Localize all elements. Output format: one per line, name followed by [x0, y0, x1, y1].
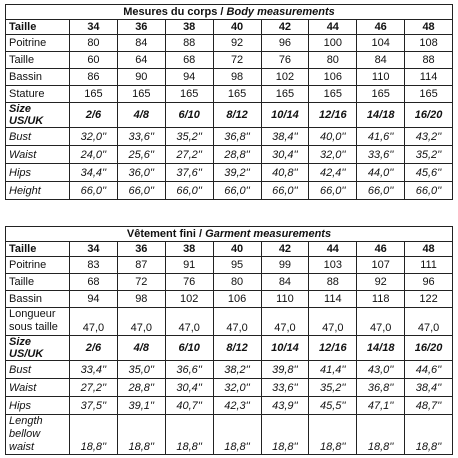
table-row: [6, 379, 453, 397]
table-cell: 33,6'': [261, 379, 309, 397]
table-cell: 27,2'': [70, 379, 118, 397]
header-cell: 48: [405, 20, 453, 35]
table-row: [6, 415, 453, 455]
table-cell: 40,7'': [165, 397, 213, 415]
table-cell: 18,8'': [70, 415, 118, 455]
table-cell: 98: [213, 69, 261, 86]
table-cell: 30,4'': [165, 379, 213, 397]
header-cell: 16/20: [405, 103, 453, 128]
table-cell: 165: [405, 86, 453, 103]
table-cell: 87: [117, 257, 165, 274]
body-title-fr: Mesures du corps /: [123, 6, 227, 18]
table-cell: 37,6'': [165, 164, 213, 182]
table-cell: 47,0: [70, 308, 118, 336]
table-row: [6, 52, 453, 69]
table-cell: 80: [70, 35, 118, 52]
table-cell: 43,0'': [357, 361, 405, 379]
header-cell: 34: [70, 242, 118, 257]
table-cell: 47,0: [405, 308, 453, 336]
table-cell: 102: [261, 69, 309, 86]
header-cell: 2/6: [70, 336, 118, 361]
table-cell: 86: [70, 69, 118, 86]
table-cell: 24,0'': [70, 146, 118, 164]
table-row: [6, 35, 453, 52]
row-label: Bassin: [6, 69, 70, 86]
table-cell: 35,2'': [165, 128, 213, 146]
table-cell: 84: [357, 52, 405, 69]
table-cell: 18,8'': [309, 415, 357, 455]
row-label: Length bellow waist: [6, 415, 70, 455]
table-cell: 96: [261, 35, 309, 52]
table-cell: 108: [405, 35, 453, 52]
table-cell: 36,0'': [117, 164, 165, 182]
header-cell: 8/12: [213, 336, 261, 361]
table-row: [6, 69, 453, 86]
table-cell: 47,0: [165, 308, 213, 336]
table-cell: 66,0'': [357, 182, 405, 200]
table-cell: 165: [165, 86, 213, 103]
table-cell: 47,0: [261, 308, 309, 336]
header-cell: 12/16: [309, 336, 357, 361]
table-cell: 106: [213, 291, 261, 308]
table-cell: 95: [213, 257, 261, 274]
table-cell: 111: [405, 257, 453, 274]
table-cell: 33,6'': [117, 128, 165, 146]
table-cell: 33,6'': [357, 146, 405, 164]
table-cell: 35,2'': [309, 379, 357, 397]
table-cell: 90: [117, 69, 165, 86]
table-cell: 94: [165, 69, 213, 86]
table-cell: 28,8'': [117, 379, 165, 397]
header-cell: 48: [405, 242, 453, 257]
table-row: [6, 128, 453, 146]
table-cell: 72: [117, 274, 165, 291]
table-cell: 44,0'': [357, 164, 405, 182]
garment-title-en: Garment measurements: [205, 228, 332, 240]
header-cell: Size US/UK: [6, 103, 70, 128]
row-label: Bassin: [6, 291, 70, 308]
table-cell: 98: [117, 291, 165, 308]
table-cell: 37,5'': [70, 397, 118, 415]
header-cell: 38: [165, 242, 213, 257]
table-cell: 94: [70, 291, 118, 308]
table-cell: 84: [261, 274, 309, 291]
table-cell: 165: [213, 86, 261, 103]
table-cell: 66,0'': [70, 182, 118, 200]
header-cell: Taille: [6, 20, 70, 35]
row-label: Waist: [6, 146, 70, 164]
header-cell: 40: [213, 242, 261, 257]
header-cell: 36: [117, 242, 165, 257]
table-cell: 107: [357, 257, 405, 274]
table-cell: 122: [405, 291, 453, 308]
garment-size-header-row: [6, 242, 453, 257]
table-cell: 30,4'': [261, 146, 309, 164]
table-cell: 45,5'': [309, 397, 357, 415]
header-cell: 38: [165, 20, 213, 35]
table-cell: 118: [357, 291, 405, 308]
table-cell: 114: [405, 69, 453, 86]
us-size-header-row: [6, 103, 453, 128]
table-cell: 48,7'': [405, 397, 453, 415]
table-cell: 47,0: [213, 308, 261, 336]
table-row: [6, 164, 453, 182]
table-cell: 39,8'': [261, 361, 309, 379]
table-cell: 38,2'': [213, 361, 261, 379]
table-cell: 28,8'': [213, 146, 261, 164]
row-label: Bust: [6, 128, 70, 146]
table-cell: 84: [117, 35, 165, 52]
header-cell: 42: [261, 242, 309, 257]
table-cell: 110: [261, 291, 309, 308]
table-cell: 40,8'': [261, 164, 309, 182]
table-cell: 66,0'': [261, 182, 309, 200]
header-cell: 14/18: [357, 103, 405, 128]
table-cell: 66,0'': [213, 182, 261, 200]
table-cell: 32,0'': [213, 379, 261, 397]
table-cell: 42,4'': [309, 164, 357, 182]
table-cell: 43,2'': [405, 128, 453, 146]
table-cell: 38,4'': [261, 128, 309, 146]
table-cell: 88: [405, 52, 453, 69]
table-row: [6, 86, 453, 103]
header-cell: 46: [357, 242, 405, 257]
table-cell: 27,2'': [165, 146, 213, 164]
table-cell: 64: [117, 52, 165, 69]
table-cell: 103: [309, 257, 357, 274]
table-cell: 18,8'': [165, 415, 213, 455]
table-cell: 18,8'': [213, 415, 261, 455]
row-label: Stature: [6, 86, 70, 103]
table-cell: 47,0: [357, 308, 405, 336]
table-row: [6, 291, 453, 308]
table-cell: 80: [309, 52, 357, 69]
table-cell: 68: [70, 274, 118, 291]
table-cell: 25,6'': [117, 146, 165, 164]
body-measurements-table: [5, 4, 453, 200]
header-cell: 6/10: [165, 103, 213, 128]
table-cell: 47,0: [309, 308, 357, 336]
table-cell: 106: [309, 69, 357, 86]
row-label: Poitrine: [6, 35, 70, 52]
header-cell: 46: [357, 20, 405, 35]
table-row: [6, 182, 453, 200]
table-row: [6, 146, 453, 164]
table-cell: 43,9'': [261, 397, 309, 415]
table-cell: 47,1'': [357, 397, 405, 415]
header-cell: 34: [70, 20, 118, 35]
table-cell: 47,0: [117, 308, 165, 336]
header-cell: 40: [213, 20, 261, 35]
table-row: [6, 308, 453, 336]
table-cell: 96: [405, 274, 453, 291]
body-title-en: Body measurements: [226, 6, 335, 18]
table-cell: 165: [70, 86, 118, 103]
table-cell: 165: [309, 86, 357, 103]
table-cell: 80: [213, 274, 261, 291]
row-label: Waist: [6, 379, 70, 397]
table-cell: 76: [261, 52, 309, 69]
table-cell: 38,4'': [405, 379, 453, 397]
table-cell: 91: [165, 257, 213, 274]
table-cell: 165: [117, 86, 165, 103]
table-row: [6, 361, 453, 379]
table-cell: 60: [70, 52, 118, 69]
table-cell: 18,8'': [117, 415, 165, 455]
table-cell: 88: [165, 35, 213, 52]
table-row: [6, 274, 453, 291]
table-cell: 35,0'': [117, 361, 165, 379]
table-cell: 18,8'': [405, 415, 453, 455]
row-label: Poitrine: [6, 257, 70, 274]
table-cell: 165: [357, 86, 405, 103]
table-cell: 83: [70, 257, 118, 274]
header-cell: 4/8: [117, 103, 165, 128]
table-cell: 100: [309, 35, 357, 52]
table-cell: 41,6'': [357, 128, 405, 146]
row-label: Height: [6, 182, 70, 200]
header-cell: 10/14: [261, 103, 309, 128]
table-cell: 165: [261, 86, 309, 103]
header-cell: 2/6: [70, 103, 118, 128]
table-cell: 99: [261, 257, 309, 274]
table-row: [6, 257, 453, 274]
table-cell: 32,0'': [70, 128, 118, 146]
table-cell: 66,0'': [309, 182, 357, 200]
garment-measurements-table: [5, 226, 453, 455]
table-cell: 102: [165, 291, 213, 308]
row-label: Taille: [6, 52, 70, 69]
table-cell: 68: [165, 52, 213, 69]
header-cell: 4/8: [117, 336, 165, 361]
table-cell: 114: [309, 291, 357, 308]
table-cell: 34,4'': [70, 164, 118, 182]
body-size-header-row: [6, 20, 453, 35]
header-cell: 12/16: [309, 103, 357, 128]
table-cell: 104: [357, 35, 405, 52]
table-row: [6, 397, 453, 415]
table-cell: 35,2'': [405, 146, 453, 164]
row-label: Taille: [6, 274, 70, 291]
table-cell: 66,0'': [165, 182, 213, 200]
row-label: Bust: [6, 361, 70, 379]
body-table-title: [6, 5, 453, 20]
header-cell: 16/20: [405, 336, 453, 361]
table-cell: 39,2'': [213, 164, 261, 182]
table-cell: 44,6'': [405, 361, 453, 379]
row-label: Longueur sous taille: [6, 308, 70, 336]
header-cell: 44: [309, 20, 357, 35]
table-cell: 110: [357, 69, 405, 86]
header-cell: 14/18: [357, 336, 405, 361]
table-cell: 40,0'': [309, 128, 357, 146]
table-cell: 41,4'': [309, 361, 357, 379]
table-cell: 33,4'': [70, 361, 118, 379]
table-cell: 66,0'': [405, 182, 453, 200]
header-cell: Size US/UK: [6, 336, 70, 361]
header-cell: 8/12: [213, 103, 261, 128]
header-cell: 42: [261, 20, 309, 35]
header-cell: 10/14: [261, 336, 309, 361]
table-cell: 18,8'': [357, 415, 405, 455]
table-cell: 39,1'': [117, 397, 165, 415]
table-cell: 36,6'': [165, 361, 213, 379]
table-cell: 42,3'': [213, 397, 261, 415]
header-cell: Taille: [6, 242, 70, 257]
table-cell: 92: [213, 35, 261, 52]
table-cell: 45,6'': [405, 164, 453, 182]
us-size-header-row: [6, 336, 453, 361]
table-cell: 92: [357, 274, 405, 291]
garment-title-fr: Vêtement fini /: [126, 228, 206, 240]
table-cell: 36,8'': [357, 379, 405, 397]
table-cell: 88: [309, 274, 357, 291]
header-cell: 36: [117, 20, 165, 35]
table-cell: 76: [165, 274, 213, 291]
table-cell: 18,8'': [261, 415, 309, 455]
garment-table-title: [6, 227, 453, 242]
header-cell: 6/10: [165, 336, 213, 361]
header-cell: 44: [309, 242, 357, 257]
table-cell: 66,0'': [117, 182, 165, 200]
table-cell: 72: [213, 52, 261, 69]
table-cell: 36,8'': [213, 128, 261, 146]
row-label: Hips: [6, 164, 70, 182]
row-label: Hips: [6, 397, 70, 415]
table-cell: 32,0'': [309, 146, 357, 164]
